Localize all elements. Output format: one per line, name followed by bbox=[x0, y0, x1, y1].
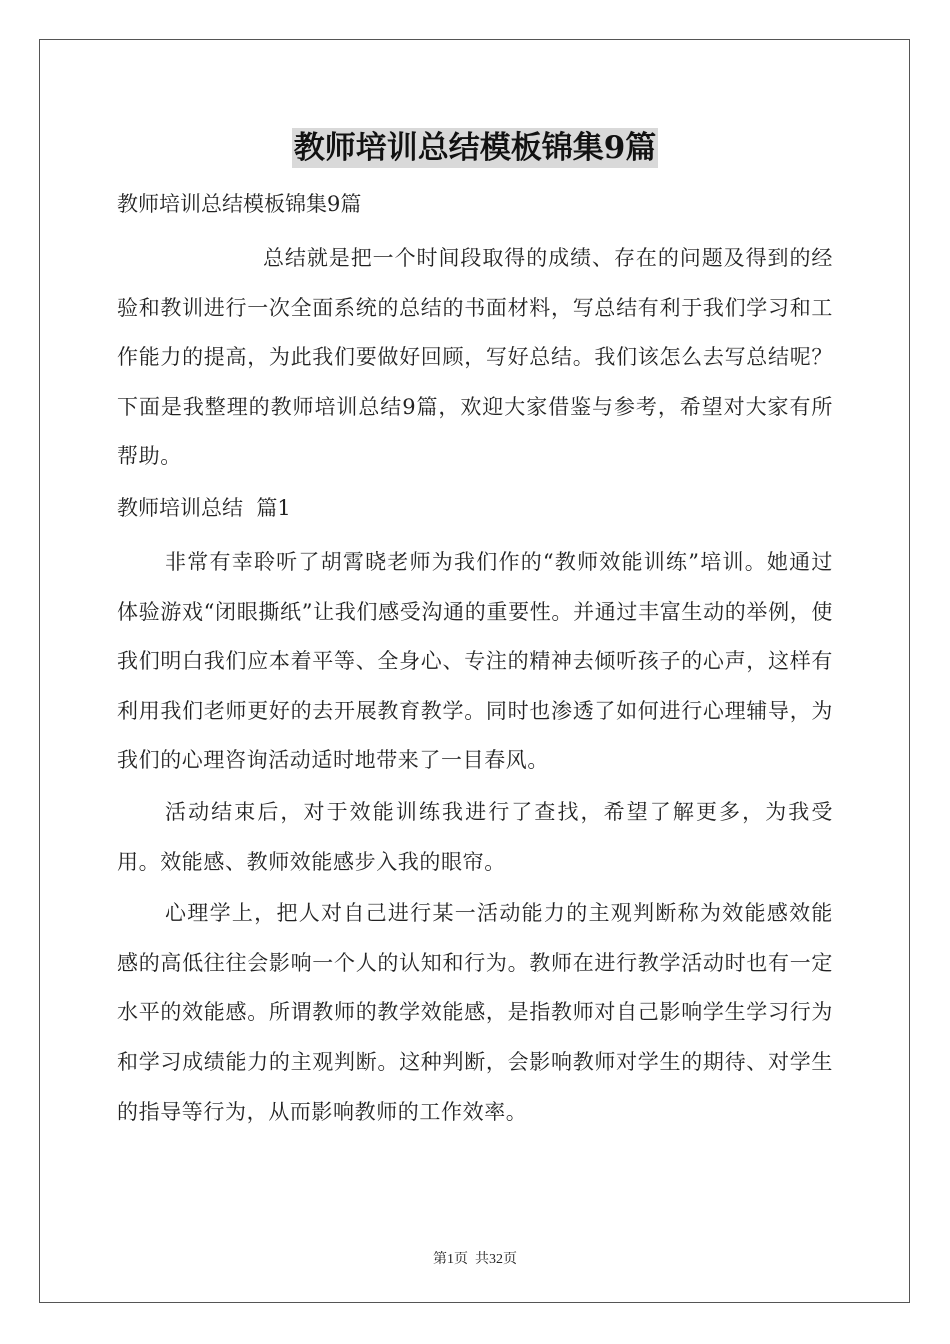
body-paragraph-1: 非常有幸聆听了胡霄晓老师为我们作的“教师效能训练”培训。她通过体验游戏“闭眼撕纸”让我们感受沟通的重要性。并通过丰富生动的举例，使我们明白我们应本着平等、全身心、专注的精神去倾听孩子的心声，这样有利用我们老师更好的去开展教育教学。同时也渗透了如何进行心理辅导，为我们的心理咨询活动适时地带来了一目春风。 bbox=[117, 549, 833, 773]
document-title-text: 教师培训总结模板锦集9篇 bbox=[293, 130, 657, 166]
page-number: 第1页 共32页 bbox=[433, 1252, 517, 1267]
document-title bbox=[117, 128, 833, 172]
document-body bbox=[117, 128, 833, 1139]
section-heading: 教师培训总结 篇1 bbox=[117, 495, 291, 520]
body-paragraph-3: 心理学上，把人对自己进行某一活动能力的主观判断称为效能感效能感的高低往往会影响一个人的认知和行为。教师在进行教学活动时也有一定水平的效能感。所谓教师的教学效能感，是指教师对自己影响学生学习行为和学习成绩能力的主观判断。这种判断，会影响教师对学生的期待、对学生的指导等行为，从而影响教师的工作效率。 bbox=[117, 901, 833, 1124]
page-footer bbox=[0, 1248, 950, 1268]
document-subtitle: 教师培训总结模板锦集9篇 bbox=[117, 192, 362, 216]
body-paragraph-2: 活动结束后，对于效能训练我进行了查找，希望了解更多，为我受用。效能感、教师效能感步入我的眼帘。 bbox=[117, 799, 833, 874]
intro-paragraph: 总结就是把一个时间段取得的成绩、存在的问题及得到的经验和教训进行一次全面系统的总结的书面材料，写总结有利于我们学习和工作能力的提高，为此我们要做好回顾，写好总结。我们该怎么去写总结呢？下面是我整理的教师培训总结9篇，欢迎大家借鉴与参考，希望对大家有所帮助。 bbox=[117, 246, 833, 469]
